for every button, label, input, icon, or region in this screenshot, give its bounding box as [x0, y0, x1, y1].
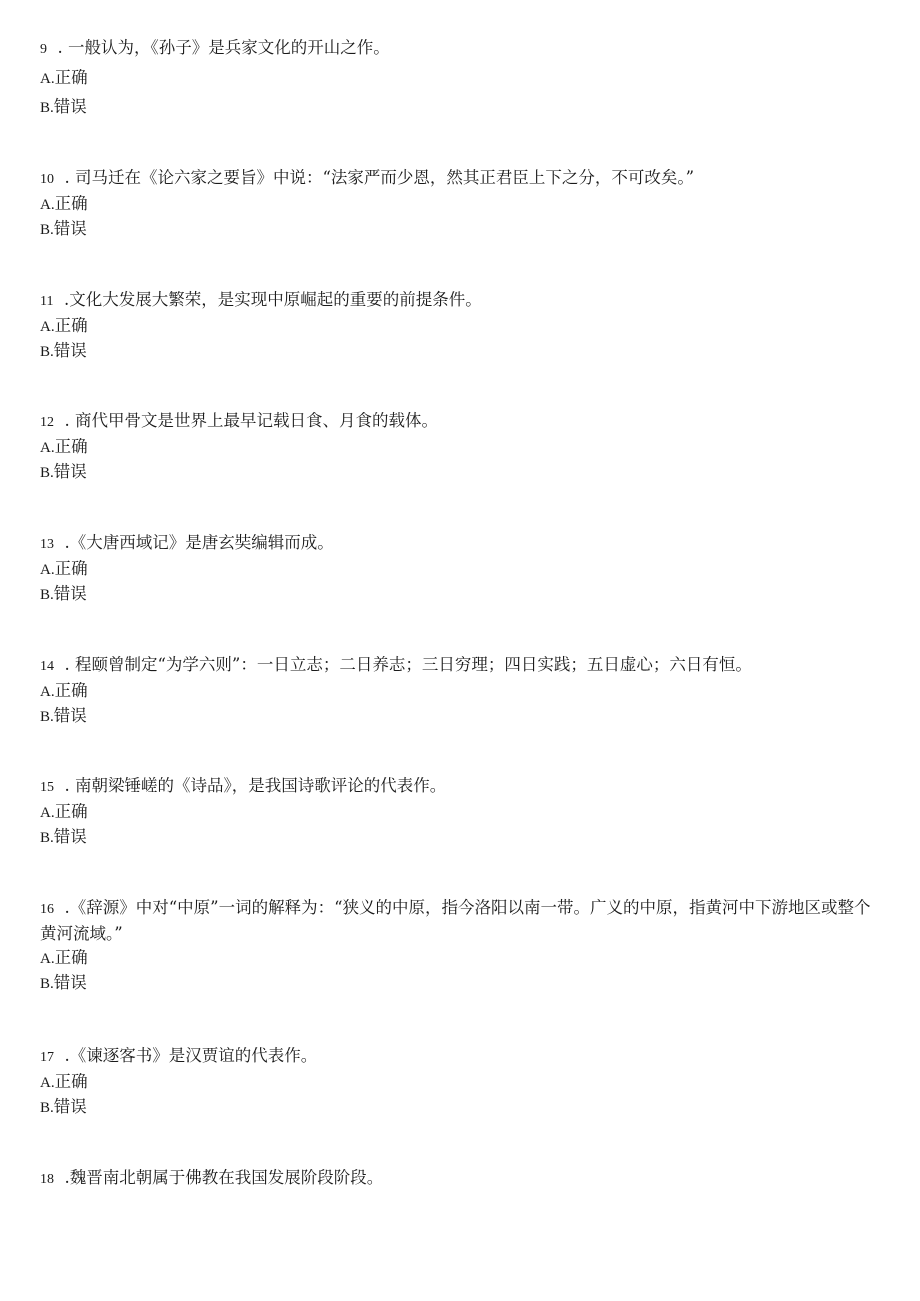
option-letter: B.	[40, 587, 54, 603]
question-text: 《谏逐客书》是汉贾谊的代表作。	[69, 1046, 318, 1065]
option-letter: B.	[40, 976, 54, 992]
option-label: 正确	[54, 681, 88, 700]
question-separator: .	[54, 1168, 70, 1187]
question-separator: .	[54, 533, 70, 552]
option-letter: B.	[40, 222, 54, 238]
option-a[interactable]	[40, 946, 880, 971]
option-label: 正确	[54, 316, 88, 335]
option-b[interactable]	[40, 704, 880, 729]
question-separator: .	[54, 655, 75, 674]
question-15	[40, 774, 880, 850]
question-separator: .	[54, 411, 75, 430]
option-b[interactable]	[40, 1095, 880, 1120]
option-label: 错误	[53, 973, 87, 992]
question-16	[40, 896, 880, 996]
question-separator: .	[53, 290, 70, 309]
question-stem	[40, 1166, 880, 1192]
question-number: 17	[40, 1050, 54, 1065]
question-14	[40, 653, 880, 729]
option-label: 错误	[53, 462, 87, 481]
question-number: 13	[40, 537, 54, 552]
question-text: 一般认为，《孙子》是兵家文化的开山之作。	[67, 38, 390, 57]
option-a[interactable]	[40, 557, 880, 582]
question-17	[40, 1044, 880, 1120]
option-letter: B.	[40, 709, 54, 725]
question-number: 18	[40, 1172, 54, 1187]
option-label: 正确	[54, 437, 88, 456]
question-9	[40, 36, 880, 120]
option-label: 正确	[54, 948, 88, 967]
question-text: 程颐曾制定“为学六则”：一日立志；二日养志；三日穷理；四日实践；五日虚心；六日有恒。	[74, 655, 752, 674]
question-separator: .	[54, 776, 75, 795]
option-b[interactable]	[40, 460, 880, 485]
option-letter: A.	[40, 197, 55, 213]
option-a[interactable]	[40, 800, 880, 825]
option-a[interactable]	[40, 435, 880, 460]
option-label: 正确	[54, 559, 88, 578]
option-label: 错误	[53, 1097, 87, 1116]
question-11	[40, 288, 880, 364]
option-letter: A.	[40, 562, 55, 578]
option-b[interactable]	[40, 217, 880, 242]
option-a[interactable]	[40, 314, 880, 339]
option-letter: A.	[40, 684, 55, 700]
option-label: 错误	[53, 706, 87, 725]
question-stem	[40, 531, 880, 557]
question-separator: .	[54, 168, 75, 187]
question-number: 11	[40, 294, 54, 309]
question-stem	[40, 36, 880, 62]
question-number: 9	[40, 42, 47, 57]
question-text: 文化大发展大繁荣，是实现中原崛起的重要的前提条件。	[69, 290, 482, 309]
question-separator: .	[47, 38, 68, 57]
option-label: 错误	[53, 97, 87, 116]
option-label: 错误	[53, 584, 87, 603]
option-label: 正确	[54, 194, 88, 213]
question-stem	[40, 774, 880, 800]
option-label: 正确	[54, 1072, 88, 1091]
option-b[interactable]	[40, 95, 880, 120]
question-13	[40, 531, 880, 607]
option-label: 正确	[54, 802, 88, 821]
option-letter: B.	[40, 465, 54, 481]
question-stem	[40, 896, 880, 946]
question-number: 10	[40, 172, 54, 187]
option-label: 错误	[53, 827, 87, 846]
question-stem	[40, 409, 880, 435]
question-text: 商代甲骨文是世界上最早记载日食、月食的载体。	[74, 411, 438, 430]
option-a[interactable]	[40, 679, 880, 704]
option-a[interactable]	[40, 1070, 880, 1095]
question-text: 南朝梁锤嵯的《诗品》，是我国诗歌评论的代表作。	[74, 776, 447, 795]
question-text: 魏晋南北朝属于佛教在我国发展阶段阶段。	[69, 1168, 384, 1187]
option-letter: A.	[40, 71, 55, 87]
question-number: 15	[40, 780, 54, 795]
question-separator: .	[54, 1046, 70, 1065]
question-number: 16	[40, 902, 54, 917]
question-separator: .	[54, 898, 70, 917]
question-text: 《辞源》中对“中原”一词的解释为：“狭义的中原，指今洛阳以南一带。广义的中原，指黄河中下游地区或整个黄河流域。”	[40, 898, 871, 943]
question-stem	[40, 166, 880, 192]
option-b[interactable]	[40, 971, 880, 996]
option-letter: A.	[40, 1075, 55, 1091]
option-letter: B.	[40, 830, 54, 846]
option-label: 错误	[53, 219, 87, 238]
question-18	[40, 1166, 880, 1192]
option-a[interactable]	[40, 192, 880, 217]
option-letter: A.	[40, 440, 55, 456]
question-text: 《大唐西域记》是唐玄奘编辑而成。	[69, 533, 334, 552]
option-b[interactable]	[40, 582, 880, 607]
option-b[interactable]	[40, 339, 880, 364]
question-stem	[40, 288, 880, 314]
question-12	[40, 409, 880, 485]
option-label: 正确	[54, 68, 88, 87]
option-a[interactable]	[40, 66, 880, 91]
option-b[interactable]	[40, 825, 880, 850]
option-letter: A.	[40, 319, 55, 335]
option-label: 错误	[53, 341, 87, 360]
question-stem	[40, 653, 880, 679]
question-text: 司马迁在《论六家之要旨》中说：“法家严而少恩，然其正君臣上下之分，不可改矣。”	[74, 168, 695, 187]
option-letter: B.	[40, 1100, 54, 1116]
question-10	[40, 166, 880, 242]
option-letter: B.	[40, 344, 54, 360]
option-letter: B.	[40, 100, 54, 116]
option-letter: A.	[40, 951, 55, 967]
question-number: 14	[40, 659, 54, 674]
question-number: 12	[40, 415, 54, 430]
option-letter: A.	[40, 805, 55, 821]
question-stem	[40, 1044, 880, 1070]
